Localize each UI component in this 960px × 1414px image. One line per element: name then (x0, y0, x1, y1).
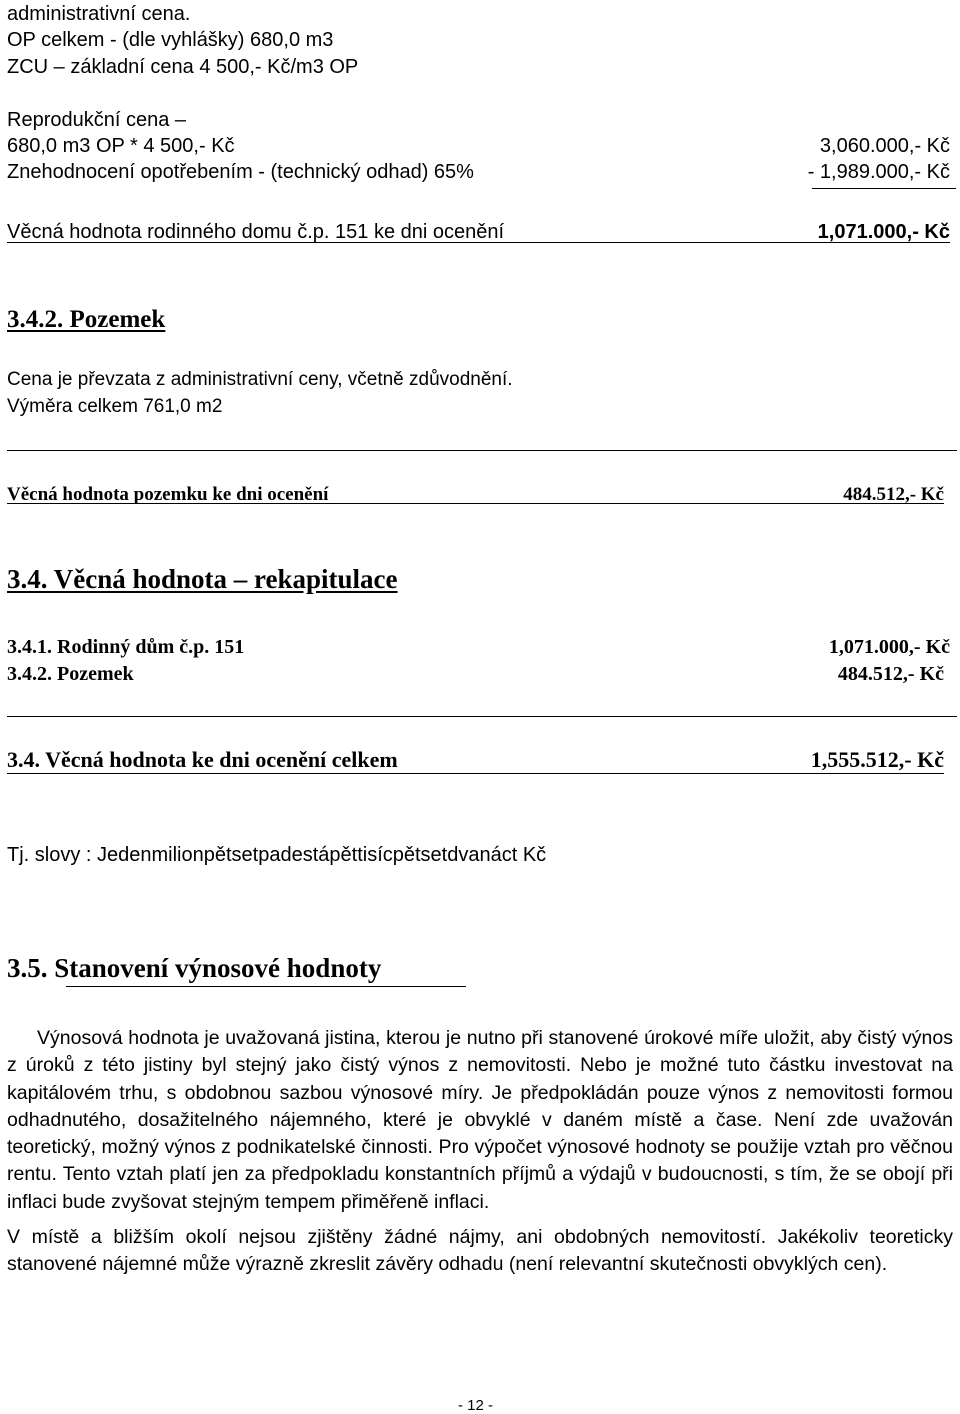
value: 3,060.000,- Kč (819, 135, 950, 157)
total-label: Věcná hodnota rodinného domu č.p. 151 ke dni ocenění (7, 221, 505, 243)
total-value: 1,071.000,- Kč (817, 221, 950, 243)
section-heading (7, 955, 381, 982)
section-heading: 3.4.2. Pozemek (7, 306, 166, 333)
page-number: - 12 - (458, 1397, 494, 1414)
heading-text: 3.5. Stanovení výnosové hodnoty (7, 953, 382, 983)
divider (7, 716, 957, 717)
paragraph: Výnosová hodnota je uvažovaná jistina, kterou je nutno při stanovené úrokové míře uložit, aby čistý výnos z úroků z této jistiny byl stejný jako čistý výnos z nemovitosti. Nebo je možné tuto částku investovat na kapitálovém trhu, s obdobnou sazbou výnosové míry. Je předpokládán pouze výnos z nemovitosti formou odhadnutého, dosažitelného nájemného, které je obvyklé v daném místě a čase. Není zde uvažován teoretický, možný výnos z podnikatelské činnosti. Pro výpočet výnosové hodnoty se použije vztah pro věčnou rentu. Tento vztah platí jen za předpokladu konstantních příjmů a výdajů v budoucnosti, s tím, že se obojí při inflaci bude zvyšovat stejným tempem přiměřeně inflaci. (7, 1027, 953, 1213)
value: - 1,989.000,- Kč (807, 161, 950, 183)
recap-row-label: 3.4.2. Pozemek (7, 663, 134, 685)
divider (812, 188, 956, 189)
body-text (7, 1025, 953, 1279)
section-heading: 3.4. Věcná hodnota – rekapitulace (7, 564, 398, 594)
recap-row-label: 3.4.1. Rodinný dům č.p. 151 (7, 636, 245, 658)
underline (7, 773, 944, 774)
paragraph: V místě a bližším okolí nejsou zjištěny žádné nájmy, ani obdobných nemovitostí. Jakékoliv teoreticky stanovené nájemné může výrazně zkreslit závěry odhadu (není relevantní skutečnosti obvyklých cen). (7, 1226, 953, 1276)
recap-row-value: 1,071.000,- Kč (828, 636, 950, 658)
text-line: ZCU – základní cena 4 500,- Kč/m3 OP (7, 56, 359, 78)
total-label: Věcná hodnota pozemku ke dni ocenění (7, 484, 329, 505)
text-line: Reprodukční cena – (7, 109, 187, 131)
underline (7, 503, 944, 504)
text-line: Znehodnocení opotřebením - (technický odhad) 65% (7, 161, 474, 183)
underline (7, 242, 950, 243)
text-line: 680,0 m3 OP * 4 500,- Kč (7, 135, 235, 157)
recap-row-value: 484.512,- Kč (837, 663, 944, 685)
grand-total-value: 1,555.512,- Kč (810, 747, 944, 772)
text-line: administrativní cena. (7, 3, 191, 25)
text-line: Cena je převzata z administrativní ceny, včetně zdůvodnění. (7, 369, 513, 390)
text-line: OP celkem - (dle vyhlášky) 680,0 m3 (7, 29, 334, 51)
grand-total-label: 3.4. Věcná hodnota ke dni ocenění celkem (7, 747, 398, 772)
underline (66, 986, 466, 987)
total-value: 484.512,- Kč (843, 484, 944, 505)
text-line: Výměra celkem 761,0 m2 (7, 396, 223, 417)
amount-in-words: Tj. slovy : Jedenmilionpětsetpadestápěttisícpětsetdvanáct Kč (7, 844, 547, 866)
divider (7, 450, 957, 451)
